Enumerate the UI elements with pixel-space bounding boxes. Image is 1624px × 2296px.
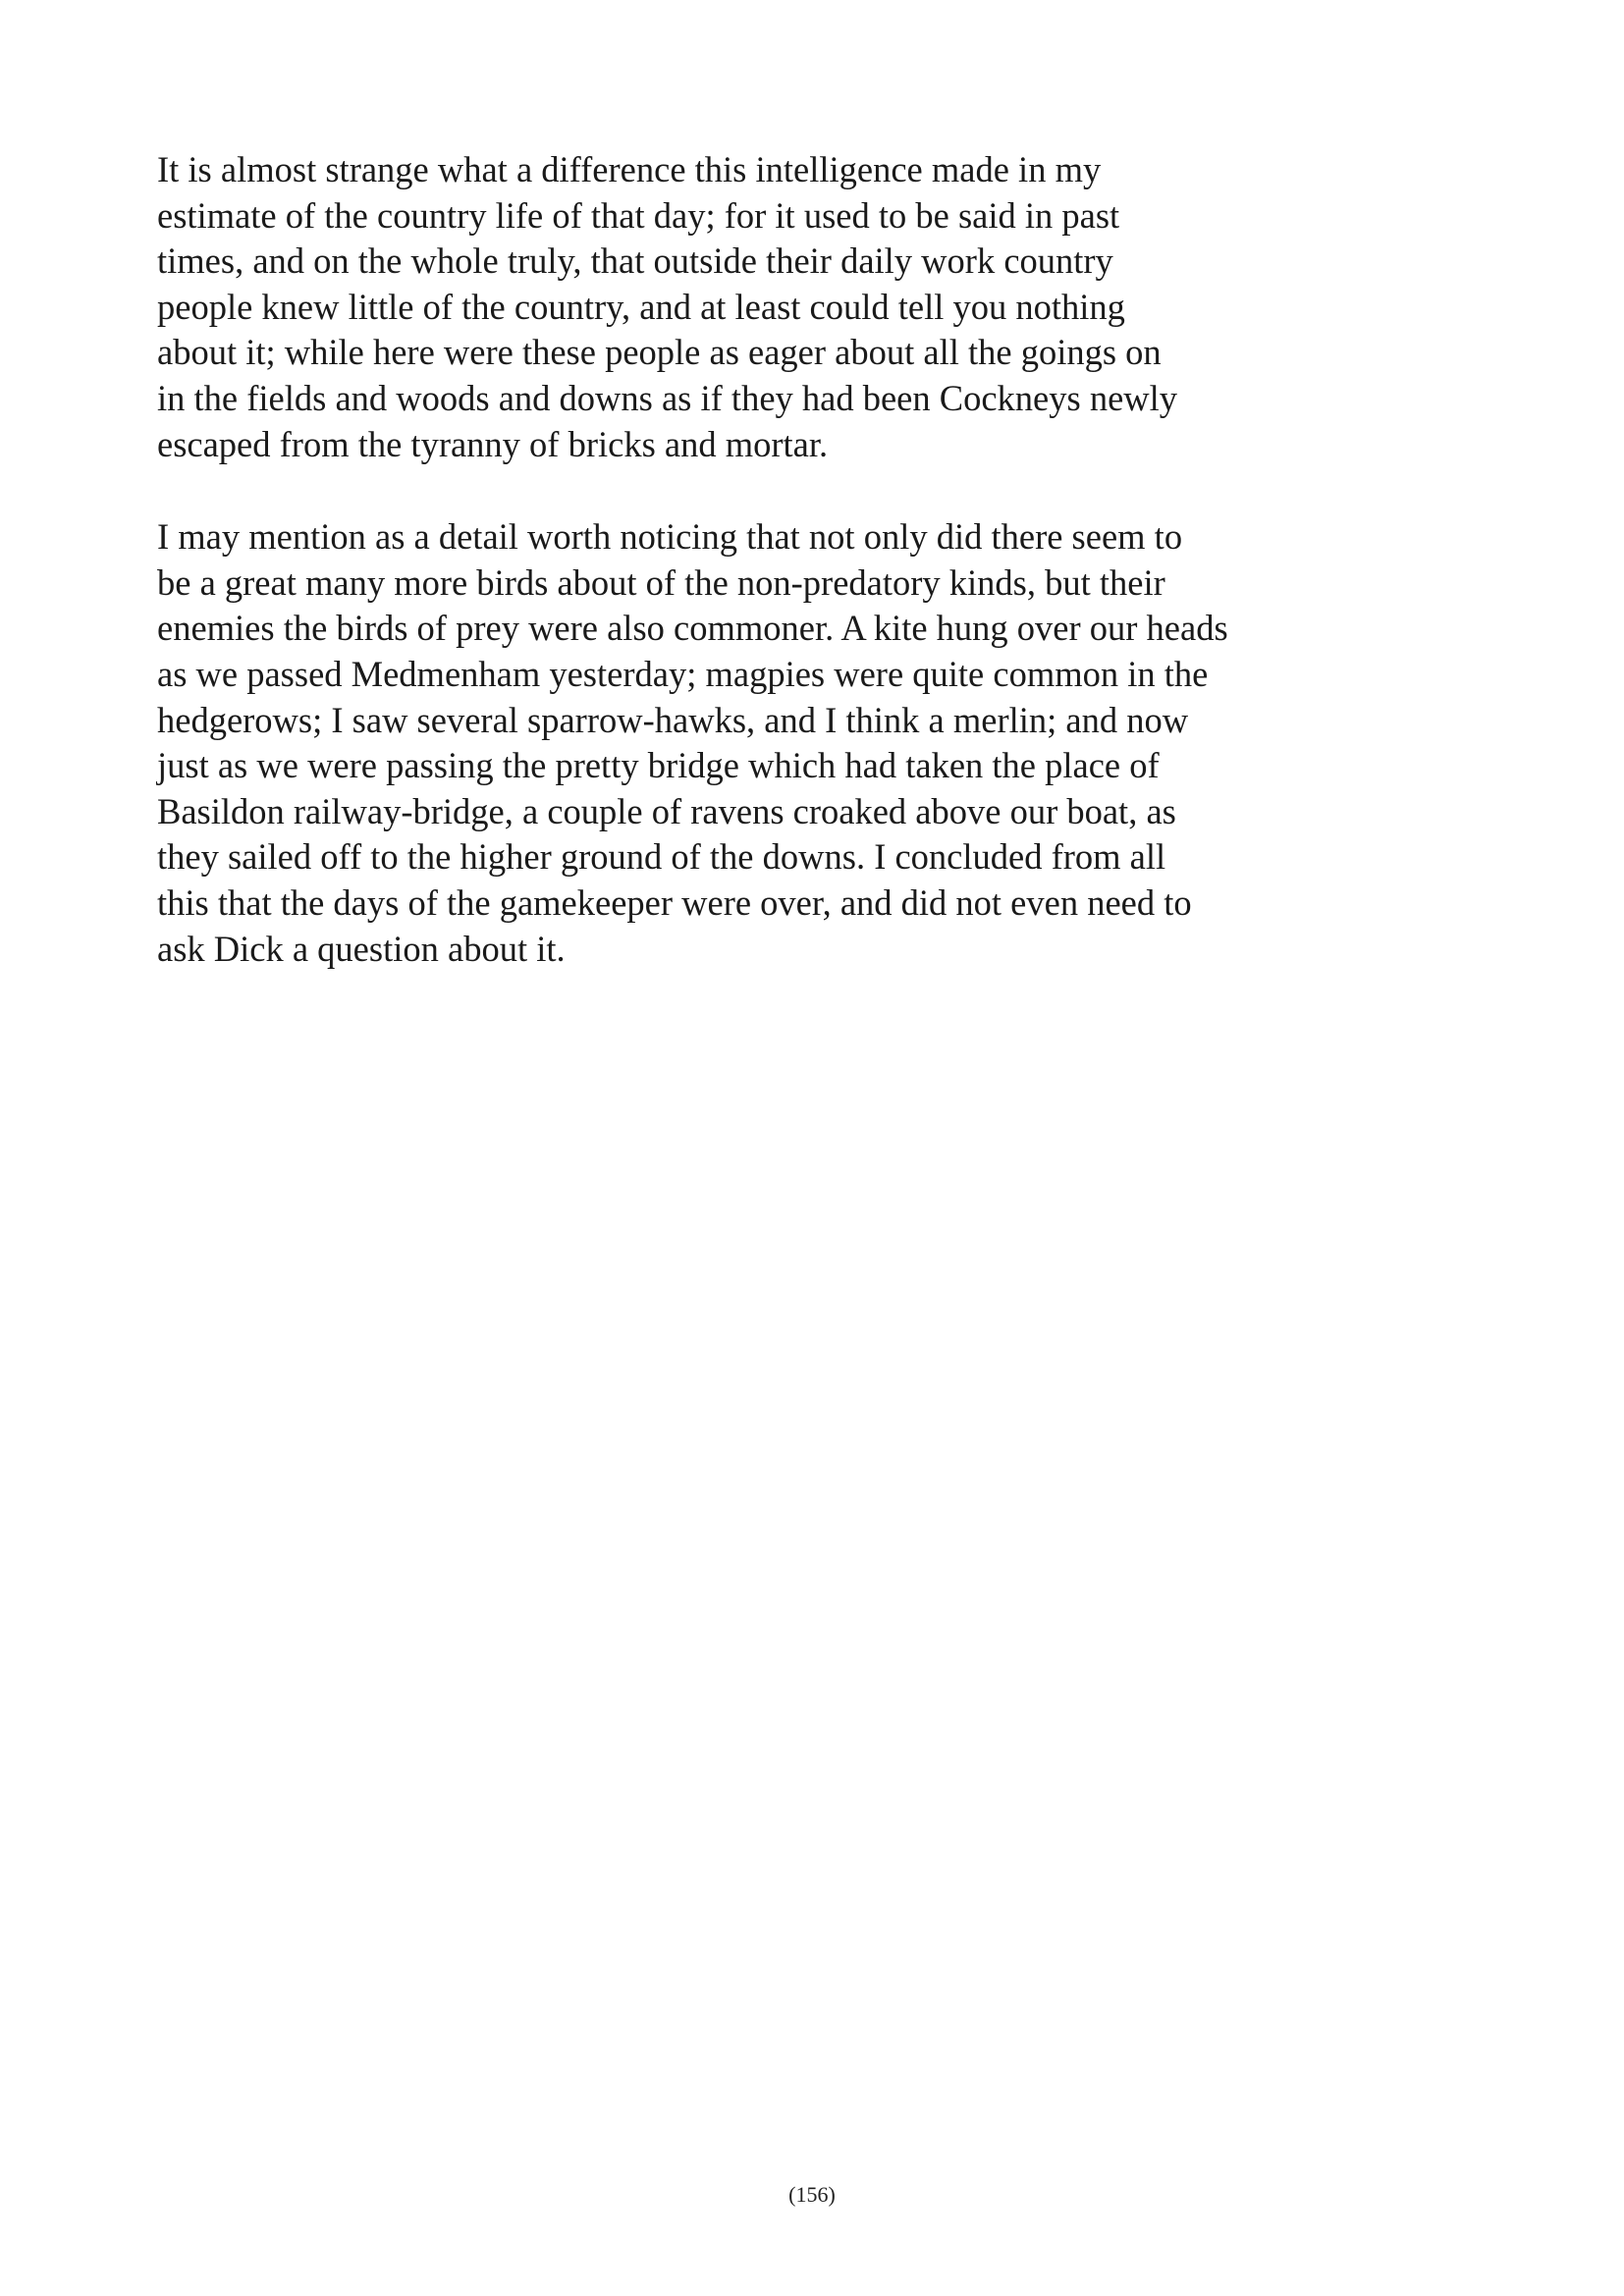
text-line: this that the days of the gamekeeper were over, and did not even need to [157,881,1192,923]
body-text [157,147,1492,1019]
text-line: Basildon railway-bridge, a couple of ravens croaked above our boat, as [157,790,1176,831]
text-line: times, and on the whole truly, that outside their daily work country [157,240,1113,282]
paragraph-2 [157,514,1492,972]
text-line: they sailed off to the higher ground of the downs. I concluded from all [157,836,1166,878]
text-line: hedgerows; I saw several sparrow-hawks, and I think a merlin; and now [157,699,1189,740]
text-line: I may mention as a detail worth noticing that not only did there seem to [157,516,1183,558]
text-line: It is almost strange what a difference this intelligence made in my [157,149,1102,189]
text-line: as we passed Medmenham yesterday; magpies were quite common in the [157,653,1209,694]
text-line: be a great many more birds about of the non-predatory kinds, but their [157,561,1165,603]
text-line: people knew little of the country, and at least could tell you nothing [157,286,1125,327]
text-line: enemies the birds of prey were also commoner. A kite hung over our heads [157,608,1228,649]
text-line: ask Dick a question about it. [157,928,566,969]
paragraph-1 [157,147,1492,467]
text-line: just as we were passing the pretty bridge which had taken the place of [157,745,1160,786]
page-number: (156) [788,2182,836,2207]
text-line: in the fields and woods and downs as if they had been Cockneys newly [157,377,1178,418]
text-line: about it; while here were these people as eager about all the goings on [157,332,1162,373]
text-line: escaped from the tyranny of bricks and mortar. [157,423,829,464]
text-line: estimate of the country life of that day; for it used to be said in past [157,194,1120,236]
